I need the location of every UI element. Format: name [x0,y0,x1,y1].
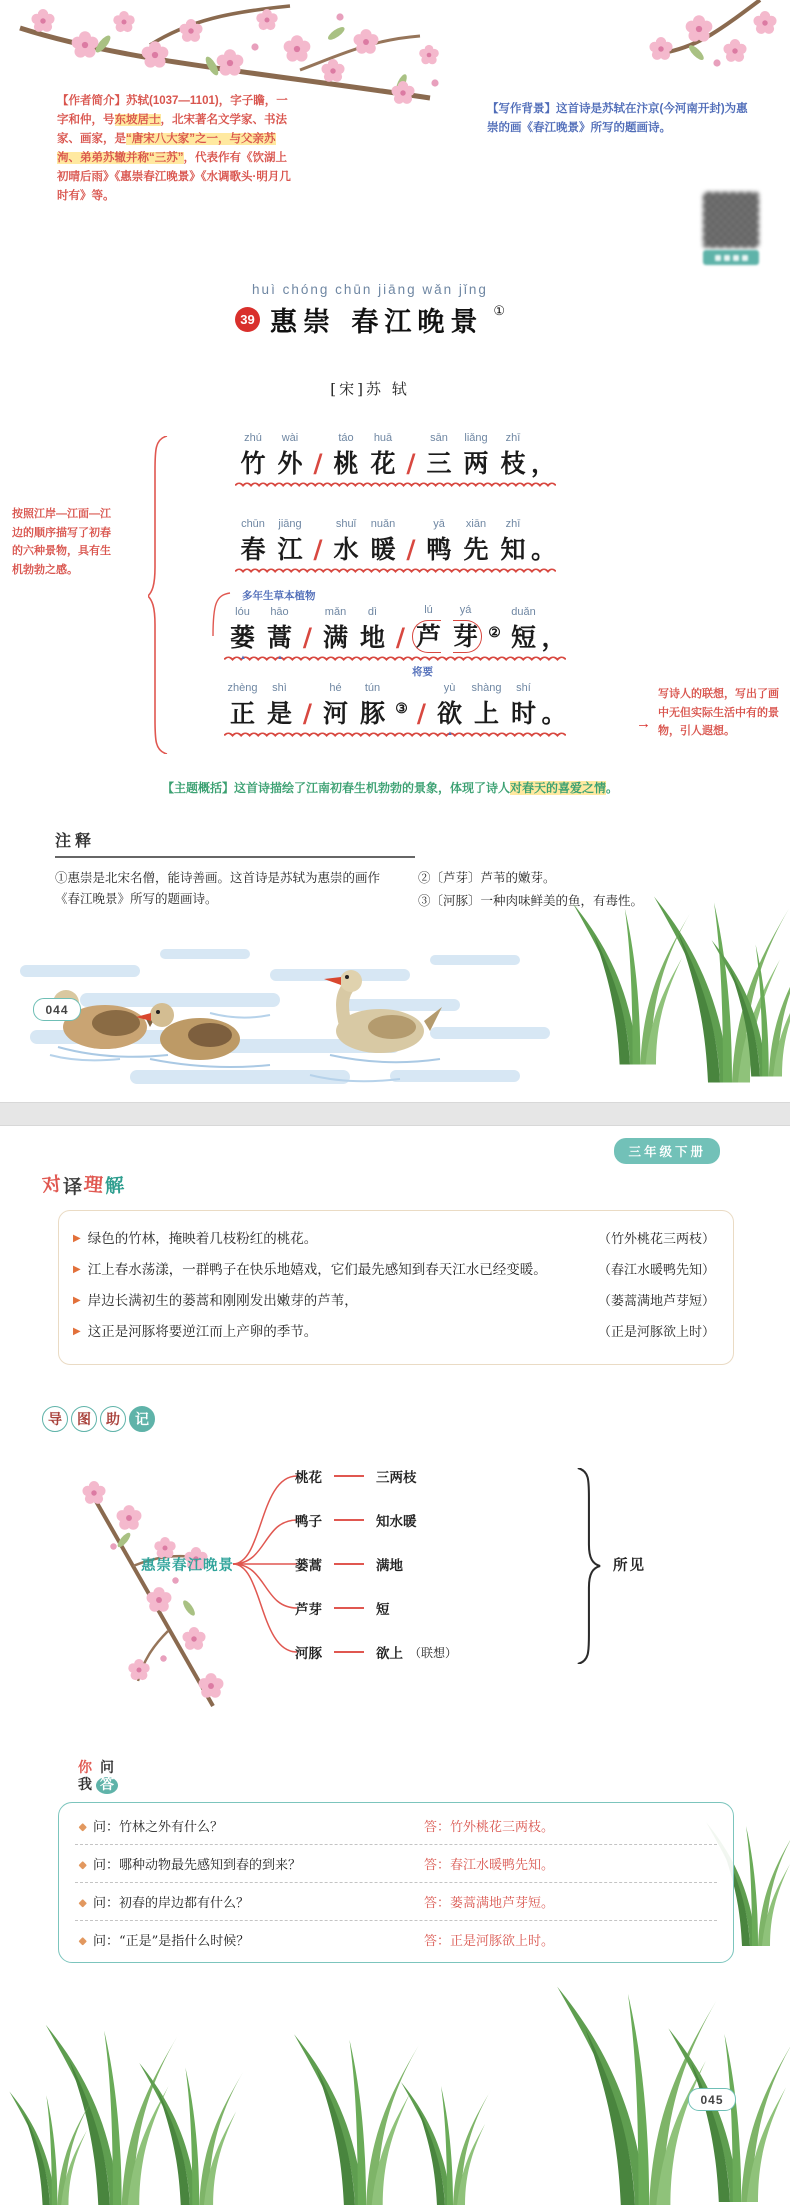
mindmap-value: 知水暖 [376,1514,417,1530]
blossom-branch-illustration [63,1476,235,1721]
poem-char: / [406,535,416,564]
ducks-illustration [10,935,570,1100]
poem-char: mǎn 满 [322,606,348,652]
grade-badge: 三年级下册 [614,1138,720,1164]
header-char: 图 [71,1406,97,1432]
title-pinyin: huì chóng chūn jiāng wǎn jǐng [252,282,488,297]
triangle-marker-icon: ▶ [73,1295,81,1306]
mindmap-item: 芦芽 [295,1602,322,1618]
page-2 [0,1126,790,2205]
translation-row [73,1259,715,1283]
page-separator [0,1102,790,1126]
qa-row [75,1883,717,1921]
section-header-mindmap [42,1406,156,1432]
poem-char: zhī 知 [500,518,526,564]
section-header-translation [42,1170,124,1197]
poem-char: sān 三 [426,432,452,478]
poem-char: tún 豚 [359,682,385,728]
triangle-marker-icon: ▶ [73,1264,81,1275]
mindmap-row [295,1554,409,1574]
poem-char: / [313,535,323,564]
poet-name: [宋]苏 轼 [330,380,410,398]
header-char: 助 [100,1406,126,1432]
mindmap-value: 短 [376,1602,390,1618]
author-intro-segment: 【作者简介】苏轼(1037—1101)，字子瞻，一字和仲，号 [57,95,288,126]
poem-line-3 [115,590,675,661]
question-text: 问：哪种动物最先感知到春的到来？ [79,1854,424,1873]
triangle-marker-icon: ▶ [73,1326,81,1337]
connector-dash [334,1519,364,1521]
lesson-title-block [0,282,740,339]
poem-char: zhú 竹 [240,432,266,478]
poem-char: nuǎn 暖 [370,518,396,564]
translation-text: 江上春水荡漾，一群鸭子在快乐地嬉戏，它们最先感知到春天江水已经变暖。 [87,1262,547,1277]
poem-char: ， [531,449,557,478]
theme-summary-segment: 【主题概括】这首诗描绘了江南初春生机勃勃的景象，体现了诗人 [162,781,511,795]
note-item: ②〔芦芽〕芦苇的嫩芽。 [418,870,556,885]
page-1 [0,0,790,1102]
theme-summary [162,778,637,798]
notes-heading: 注释 [55,831,96,850]
mindmap-row [295,1466,423,1486]
brace-label: 所见 [613,1557,646,1574]
question-text: 问：竹林之外有什么？ [79,1816,424,1835]
translation-text: 岸边长满初生的蒌蒿和刚刚发出嫩芽的芦苇， [87,1293,358,1308]
poem-char: / [313,449,323,478]
header-char: 理 [82,1173,104,1197]
poem-char: dì 地 [359,606,385,652]
annotation-brace [148,436,168,754]
theme-summary-segment: 。 [606,781,619,795]
poem-char: chūn 春 [240,518,266,564]
poem-reference: （春江水暖鸭先知） [597,1263,715,1278]
mindmap [55,1448,745,1748]
header-char: 我 [78,1777,92,1793]
poem-char: hāo 蒿 ▲ [264,606,295,653]
poem-char: / [302,699,313,728]
answer-text: 答：蒌蒿满地芦芽短。 [424,1896,555,1911]
mindmap-row [295,1642,457,1662]
poem-char: duǎn 短 [510,606,536,652]
poem-reference: （竹外桃花三两枝） [597,1232,715,1247]
poem-char: 。 [531,535,557,564]
poem-char: zhèng 正 [227,682,258,728]
answer-text: 答：正是河豚欲上时。 [424,1934,555,1949]
header-char: 译 [63,1176,83,1198]
qr-code [703,192,759,265]
imagination-annotation: → 写诗人的联想，写出了画中无但实际生活中有的景物，引人遐想。 [636,688,779,737]
theme-summary-segment: 对春天的喜爱之情 [510,781,607,795]
mindmap-center-node: 惠崇春江晚景 [141,1557,234,1574]
header-char: 对 [41,1173,63,1197]
title-footnote-marker: ① [493,304,506,319]
writing-background: 【写作背景】这首诗是苏轼在汴京(今河南开封)为惠崇的画《春江晚景》所写的题画诗。 [487,103,748,134]
author-intro-segment: ，北宋著名文学家、书法家、画家，是 [57,114,287,145]
translation-text: 绿色的竹林，掩映着几枝粉红的桃花。 [87,1231,318,1246]
page-number: 044 [33,998,81,1021]
poem-char: lú 芦 [413,604,444,653]
header-char: 你 [78,1760,92,1776]
poem-char: ， [541,623,567,652]
poem-char: / [395,623,406,652]
qr-code-image [703,192,759,248]
poem-line-4 [115,666,675,737]
qr-code-caption [703,250,759,265]
connector-dash [334,1651,364,1653]
qa-row [75,1845,717,1883]
arrow-icon: → [636,715,651,732]
translation-card [58,1210,734,1365]
mindmap-row [295,1598,396,1618]
mindmap-item: 蒌蒿 [295,1558,322,1574]
poem-line-1 [115,428,675,487]
qa-row [75,1921,717,1958]
note-item: ①惠崇是北宋名僧，能诗善画。这首诗是苏轼为惠崇的画作《春江晚景》所写的题画诗。 [55,870,381,906]
author-intro-segment: 东坡居士 [114,114,161,126]
poem-char: yā 鸭 [426,518,452,564]
connector-dash [334,1607,364,1609]
header-char: 解 [104,1174,125,1198]
poem-char: yá 芽 [450,604,481,653]
word-note: 将要 [412,666,433,678]
poem-char: wài 外 [277,432,303,478]
poem-char: liǎng 两 [463,432,489,478]
poem-char: shì 是 [266,682,292,728]
header-char: 记 [129,1406,155,1432]
poem-char: ② [488,625,501,641]
mindmap-item: 鸭子 [295,1514,322,1530]
grass-illustration [0,1956,790,2205]
poem-char: xiān 先 [463,518,489,564]
page-number: 045 [688,2088,736,2111]
poem-char: jiāng 江 [277,518,303,564]
answer-text: 答：竹外桃花三两枝。 [424,1820,555,1835]
author-intro-segment: ，代表作有《饮湖上初晴后雨》《惠崇春江晚景》《水调歌头·明月几时有》等。 [57,152,291,202]
poem-line-2 [115,514,675,573]
poem-char: shàng 上 [471,682,502,728]
author-intro-segment: “唐宋八大家”之一，与父亲苏洵、弟弟苏辙并称“三苏” [57,133,276,164]
grass-illustration [545,870,790,1100]
qa-card [58,1802,734,1963]
header-char: 问 [100,1760,114,1776]
author-intro [57,92,295,206]
translation-row [73,1321,715,1345]
poem-char: 。 [541,699,567,728]
brace-icon [575,1468,601,1664]
connector-dash [334,1475,364,1477]
poem-char: / [416,699,427,728]
poem-reference: （正是河豚欲上时） [597,1325,715,1340]
structure-annotation: 按照江岸—江面—江边的顺序描写了初春的六种景物，具有生机勃勃之感。 [12,508,111,576]
translation-text: 这正是河豚将要逆江而上产卵的季节。 [87,1324,318,1339]
mindmap-item: 桃花 [295,1470,322,1486]
mindmap-item: 河豚 [295,1646,322,1662]
poem-char: huā 花 [370,432,396,478]
connector-dash [334,1563,364,1565]
mindmap-value: 三两枝 [376,1470,417,1486]
poem-char: / [302,623,313,652]
mindmap-extra: （联想） [409,1645,458,1660]
poem-char: / [406,449,416,478]
poem-char: ③ [395,701,408,717]
poem-char: shí 时 [510,682,536,728]
poem-reference: （蒌蒿满地芦芽短） [597,1294,715,1309]
mindmap-branch-lines [233,1468,297,1668]
qa-row [75,1807,717,1845]
triangle-marker-icon: ▶ [73,1233,81,1244]
word-note: 多年生草本植物 [242,590,316,602]
answer-text: 答：春江水暖鸭先知。 [424,1858,555,1873]
poem-char: lóu 蒌 ▲ [227,606,258,653]
poem-char: zhī 枝 [500,432,526,478]
question-text: 问：初春的岸边都有什么？ [79,1892,424,1911]
mindmap-value: 满地 [376,1558,403,1574]
poem-char: hé 河 [322,682,348,728]
mindmap-row [295,1510,423,1530]
lesson-number-badge: 39 [235,307,260,332]
note-item: ③〔河豚〕一种肉味鲜美的鱼，有毒性。 [418,893,644,908]
translation-row [73,1228,715,1252]
poem-char: yù 欲 ▲ [434,682,465,729]
mindmap-value: 欲上 [376,1646,403,1662]
translation-row [73,1290,715,1314]
poem-char: shuǐ 水 [333,518,359,564]
question-text: 问：“正是”是指什么时候？ [79,1930,424,1949]
poem-char: táo 桃 [333,432,359,478]
section-header-qa [74,1760,118,1794]
header-char: 导 [42,1406,68,1432]
header-char: 答 [96,1777,118,1794]
page-title: 惠崇 春江晚景 [269,307,484,338]
notes-divider [55,856,415,858]
